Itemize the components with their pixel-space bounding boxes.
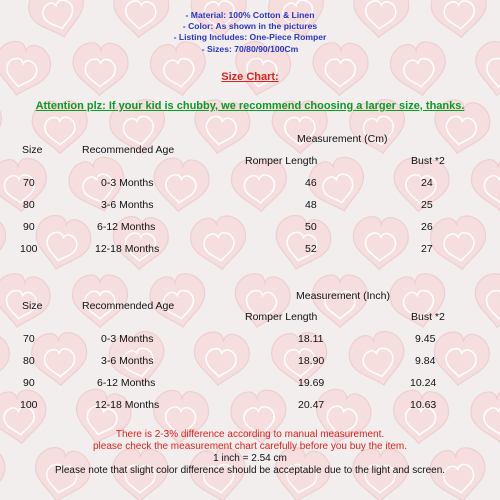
cell-size: 100 (20, 399, 38, 411)
cell-bust: 24 (421, 177, 433, 189)
cell-bust: 26 (421, 221, 433, 233)
sizes-line: - Sizes: 70/80/90/100Cm (201, 43, 299, 54)
header-age: Recommended Age (82, 300, 175, 312)
header-romper: Romper Length (245, 311, 318, 323)
header-bust: Bust *2 (411, 155, 445, 167)
header-bust: Bust *2 (411, 311, 445, 323)
cell-romper: 19.69 (298, 377, 325, 389)
check-chart-note: please check the measurement chart carefully before you buy the item. (92, 441, 408, 452)
cell-romper: 52 (305, 243, 317, 255)
color-line: - Color: As shown in the pictures (182, 21, 318, 32)
cell-bust: 9.84 (415, 355, 436, 367)
measurement-header-cm: Measurement (Cm) (297, 133, 388, 145)
cell-romper: 46 (305, 177, 317, 189)
cell-size: 80 (23, 199, 35, 211)
cell-age: 6-12 Months (97, 221, 156, 233)
inch-conversion: 1 inch = 2.54 cm (213, 453, 287, 464)
cell-romper: 18.90 (298, 355, 325, 367)
cell-age: 12-18 Months (95, 399, 160, 411)
cell-size: 90 (23, 221, 35, 233)
cell-romper: 50 (305, 221, 317, 233)
color-difference-note: Please note that slight color difference should be acceptable due to the light and screen. (54, 465, 446, 476)
material-line: - Material: 100% Cotton & Linen (185, 10, 315, 20)
cell-age: 3-6 Months (101, 355, 154, 367)
cell-size: 90 (23, 377, 35, 389)
cell-size: 100 (20, 243, 38, 255)
header-romper: Romper Length (245, 155, 318, 167)
cell-age: 12-18 Months (95, 243, 160, 255)
header-size: Size (22, 144, 43, 156)
cell-size: 70 (23, 177, 35, 189)
size-chart-title: Size Chart: (221, 71, 279, 83)
measurement-header-inch: Measurement (Inch) (296, 290, 390, 302)
product-info (0, 10, 500, 55)
cell-romper: 48 (305, 199, 317, 211)
difference-note: There is 2-3% difference according to manual measurement. (115, 429, 385, 440)
listing-line: - Listing Includes: One-Piece Romper (173, 32, 327, 43)
cell-age: 0-3 Months (101, 177, 154, 189)
cell-romper: 20.47 (298, 399, 325, 411)
cell-age: 0-3 Months (101, 333, 154, 345)
cell-age: 6-12 Months (97, 377, 156, 389)
cell-age: 3-6 Months (101, 199, 154, 211)
cell-romper: 18.11 (298, 333, 324, 345)
header-age: Recommended Age (82, 144, 175, 156)
cell-bust: 10.24 (410, 377, 437, 389)
cell-size: 80 (23, 355, 35, 367)
cell-bust: 10.63 (410, 399, 437, 411)
attention-note: Attention plz: If your kid is chubby, we recommend choosing a larger size, thanks. (35, 100, 465, 112)
header-size: Size (22, 300, 43, 312)
cell-bust: 25 (421, 199, 433, 211)
cell-bust: 27 (421, 243, 433, 255)
cell-bust: 9.45 (415, 333, 436, 345)
cell-size: 70 (23, 333, 35, 345)
